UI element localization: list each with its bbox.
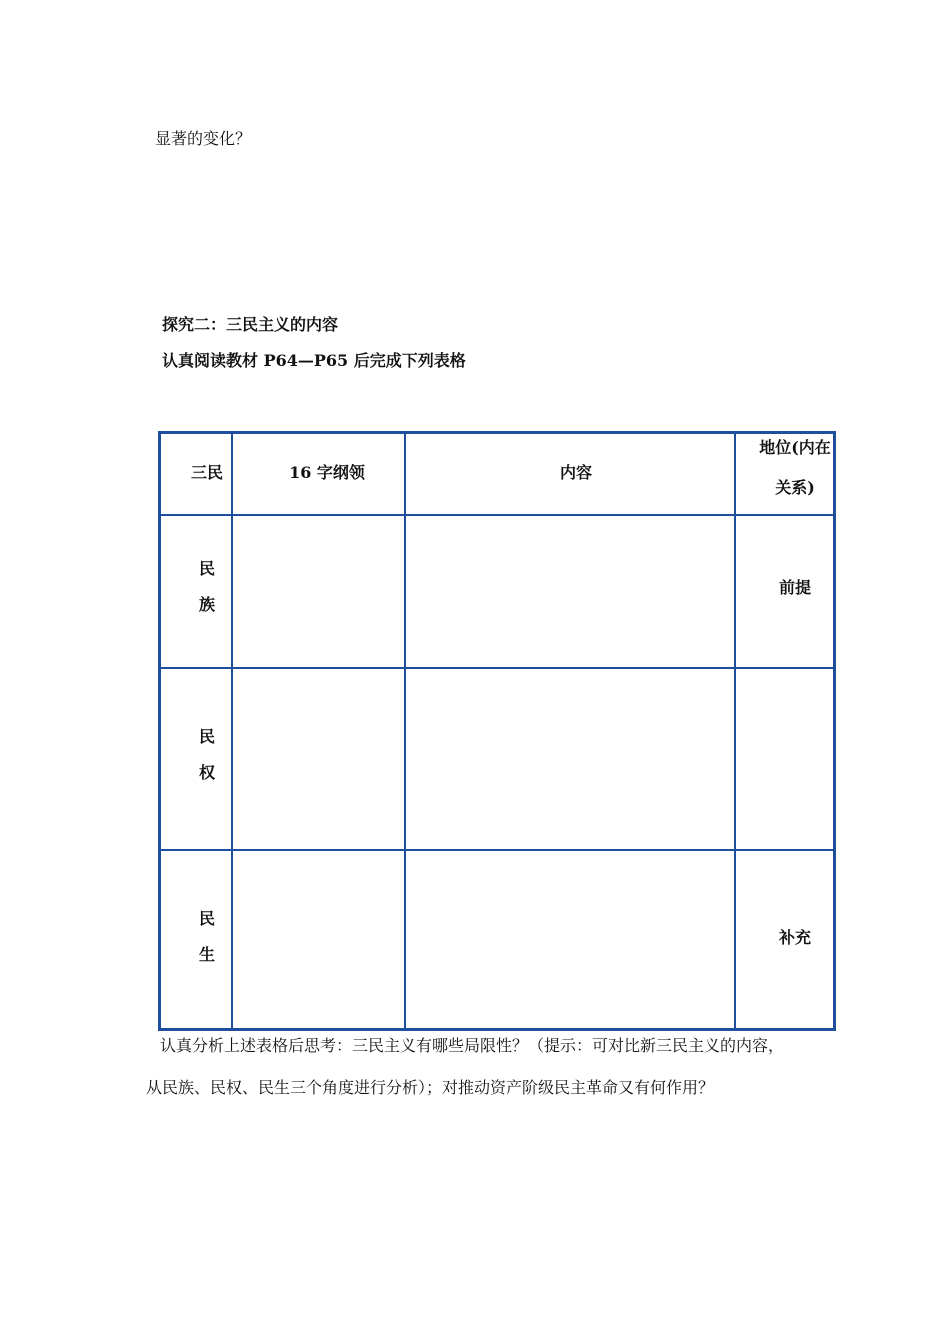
three-principles-table	[158, 431, 836, 1031]
question-line-2: 从民族、民权、民生三个角度进行分析）；对推动资产阶级民主革命又有何作用？	[146, 1078, 715, 1097]
program-cell-minzu[interactable]	[233, 516, 404, 667]
header-content: 内容	[559, 463, 592, 482]
header-status-line1: 地位(内在	[759, 438, 831, 457]
question-line-1: 认真分析上述表格后思考：三民主义有哪些局限性？（提示：可对比新三民主义的内容，	[160, 1036, 785, 1055]
content-cell-minzu[interactable]	[406, 516, 734, 667]
header-sanmin: 三民	[190, 463, 223, 482]
header-status	[736, 430, 854, 506]
status-cell-minzu: 前提	[778, 578, 811, 597]
row-name-char: 族	[198, 595, 215, 614]
row-name-char: 民	[198, 909, 215, 928]
content-cell-minsheng[interactable]	[406, 851, 734, 1031]
row-name-char: 权	[198, 763, 215, 782]
header-status-line2: 关系)	[775, 478, 815, 497]
program-cell-minsheng[interactable]	[233, 851, 404, 1031]
header-sixteen-char-program: 16 字纲领	[289, 463, 365, 482]
continued-question-text: 显著的变化？	[155, 129, 252, 148]
content-cell-minquan[interactable]	[406, 669, 734, 849]
section-heading: 探究二：三民主义的内容	[162, 315, 339, 334]
row-name-char: 民	[198, 727, 215, 746]
instruction-text: 认真阅读教材 P64—P65 后完成下列表格	[162, 351, 466, 370]
program-cell-minquan[interactable]	[233, 669, 404, 849]
status-cell-minsheng: 补充	[778, 928, 811, 947]
row-name-char: 民	[198, 559, 215, 578]
status-cell-minquan[interactable]	[736, 669, 839, 849]
row-name-char: 生	[198, 945, 215, 964]
